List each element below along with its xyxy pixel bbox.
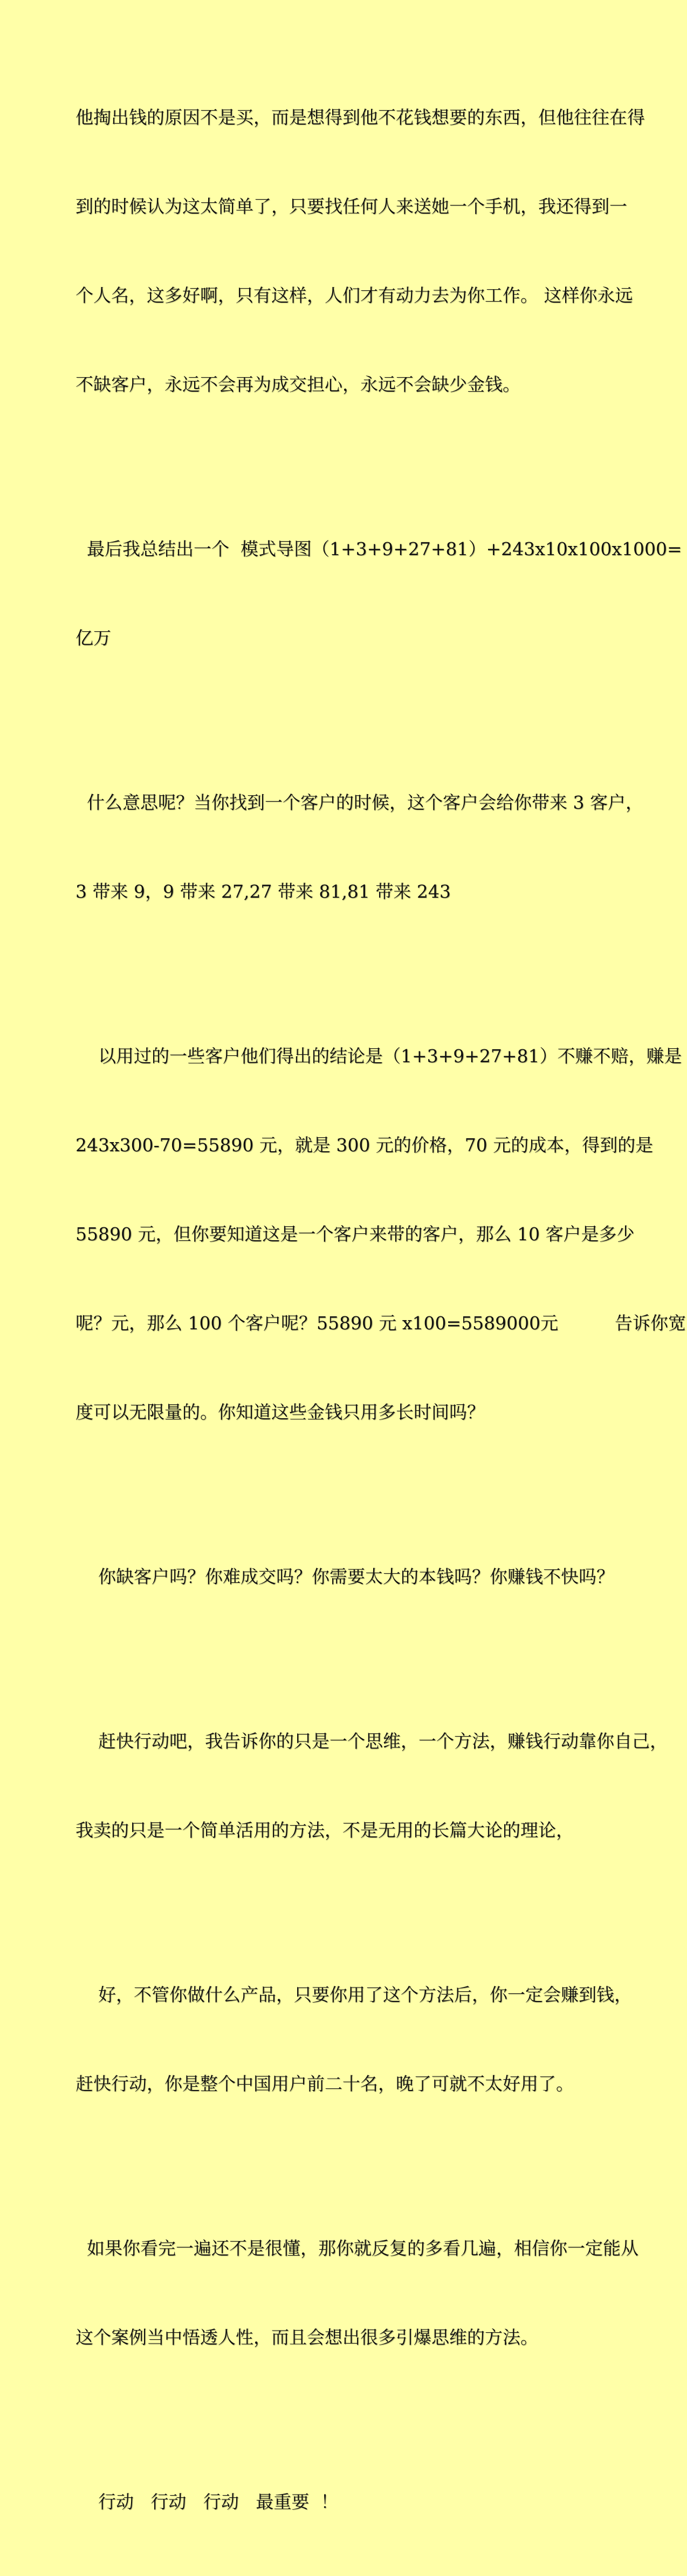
text-line: 什么意思呢？当你找到一个客户的时候，这个客户会给你带来 3 客户， (75, 792, 643, 813)
paragraph-4 (75, 982, 686, 1486)
text-line: 以用过的一些客户他们得出的结论是（1+3+9+27+81）不赚不赔，赚是 (75, 1046, 682, 1067)
text-line: 如果你看完一遍还不是很懂，那你就反复的多看几遍，相信你一定能从 (75, 2238, 638, 2259)
text-line: 我卖的只是一个简单活用的方法，不是无用的长篇大论的理论， (75, 1820, 574, 1841)
text-line: 个人名，这多好啊，只有这样，人们才有动力去为你工作。 这样你永远 (75, 285, 633, 306)
text-line: 你缺客户吗？你难成交吗？你需要太大的本钱吗？你赚钱不快吗？ (75, 1566, 614, 1587)
text-line: 行动 行动 行动 最重要 ！ (75, 2491, 339, 2512)
text-line: 最后我总结出一个 模式导图（1+3+9+27+81）+243x10x100x1000= (75, 538, 682, 559)
text-line: 好，不管你做什么产品，只要你用了这个方法后，你一定会赚到钱， (75, 1984, 632, 2005)
paragraph-6 (75, 1667, 668, 1904)
text-line: 不缺客户，永远不会再为成交担心，永远不会缺少金钱。 (75, 374, 520, 395)
text-line: 他掏出钱的原因不是买，而是想得到他不花钱想要的东西，但他往往在得 (75, 107, 645, 128)
text-line: 55890 元，但你要知道这是一个客户来带的客户，那么 10 客户是多少 (75, 1224, 635, 1245)
text-line: 3 带来 9，9 带来 27,27 带来 81,81 带来 243 (75, 881, 451, 902)
text-line: 这个案例当中悟透人性，而且会想出很多引爆思维的方法。 (75, 2327, 538, 2348)
paragraph-3 (75, 728, 668, 966)
text-line: 赶快行动，你是整个中国用户前二十名，晚了可就不太好用了。 (75, 2073, 574, 2094)
paragraph-1 (75, 43, 668, 459)
text-line: 亿万 (75, 627, 111, 648)
text-line: 度可以无限量的。你知道这些金钱只用多长时间吗？ (75, 1402, 485, 1423)
paragraph-2 (75, 475, 682, 712)
text-line: 到的时候认为这太简单了，只要找任何人来送她一个手机，我还得到一 (75, 196, 627, 217)
paragraph-8 (75, 2174, 668, 2411)
paragraph-9 (75, 2428, 668, 2576)
text-line: 243x300-70=55890 元，就是 300 元的价格，70 元的成本，得到的是 (75, 1135, 654, 1156)
paragraph-5 (75, 1502, 668, 1651)
text-line: 赶快行动吧，我告诉你的只是一个思维，一个方法，赚钱行动靠你自己， (75, 1731, 668, 1752)
paragraph-7 (75, 1921, 668, 2158)
text-line: 呢？元，那么 100 个客户呢？55890 元 x100=5589000元 告诉你宽 (75, 1313, 686, 1334)
